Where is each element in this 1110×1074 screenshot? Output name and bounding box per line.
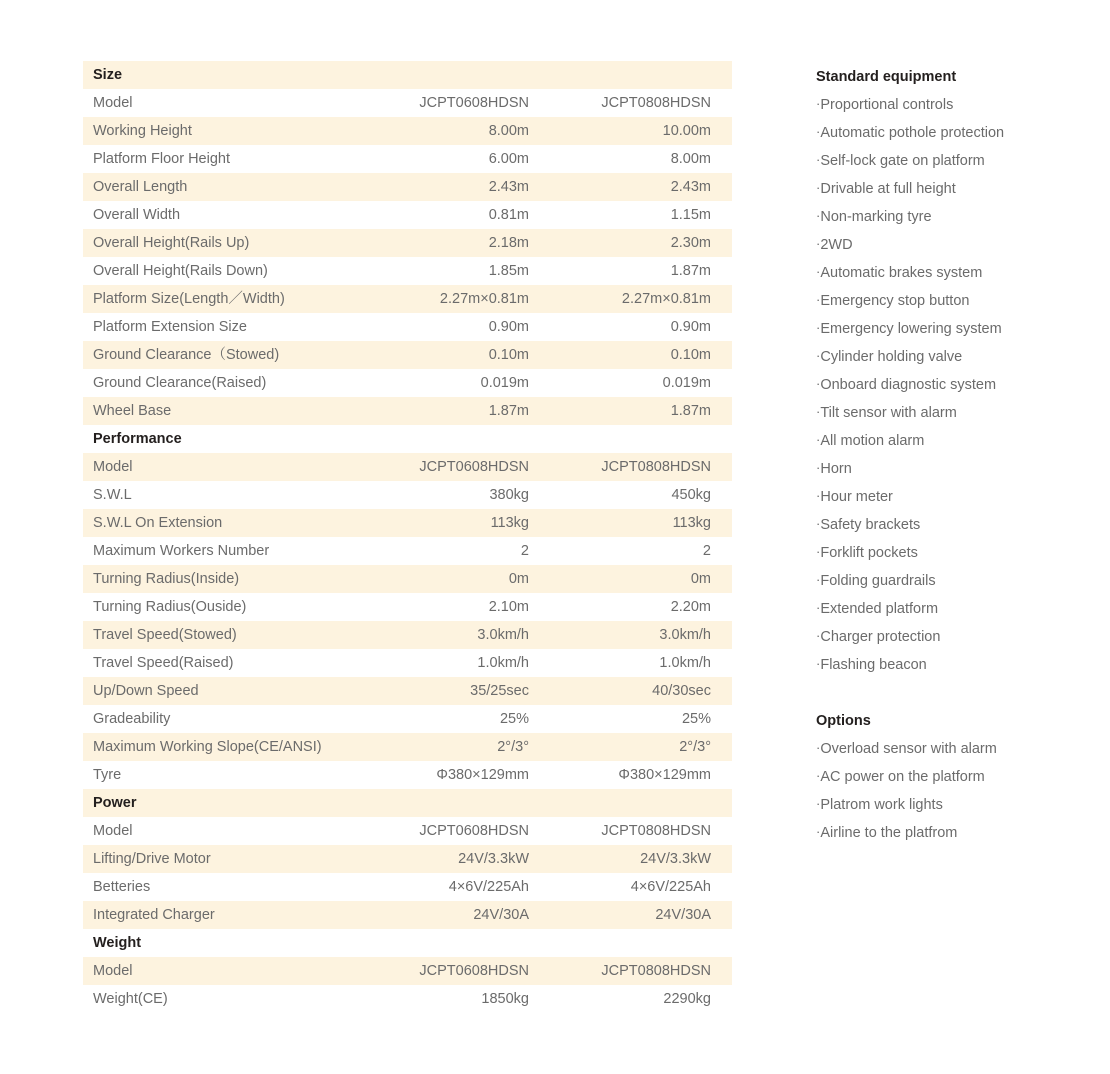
list-item-label: Folding guardrails — [820, 573, 936, 589]
spec-value-model-1: 3.0km/h — [477, 627, 529, 643]
list-item — [816, 91, 1088, 119]
spec-value-model-2: 3.0km/h — [659, 627, 711, 643]
spec-label: Platform Size(Length／Width) — [93, 291, 285, 307]
list-item-label: Self-lock gate on platform — [820, 153, 985, 169]
table-row — [83, 649, 732, 677]
table-row — [83, 593, 732, 621]
spec-label: Working Height — [93, 123, 192, 139]
bullet-dot-icon: · — [816, 488, 821, 503]
table-row — [83, 733, 732, 761]
spec-value-model-2: 1.0km/h — [659, 655, 711, 671]
spec-value-model-2: JCPT0808HDSN — [601, 95, 711, 111]
spec-label: S.W.L — [93, 487, 132, 503]
bullet-dot-icon: · — [816, 180, 821, 195]
spec-value-model-1: 2°/3° — [497, 739, 529, 755]
bullet-dot-icon: · — [816, 516, 821, 531]
spec-value-model-1: 2.18m — [488, 235, 529, 251]
spec-value-model-2: 0m — [690, 571, 711, 587]
list-item-label: Automatic pothole protection — [820, 125, 1005, 141]
list-item — [816, 623, 1088, 651]
spec-value-model-2: 113kg — [672, 515, 711, 531]
specification-table — [83, 61, 732, 1013]
table-row — [83, 817, 732, 845]
list-item — [816, 483, 1088, 511]
spec-label: Model — [93, 95, 133, 111]
section-header-row — [83, 425, 732, 453]
spec-label: Model — [93, 459, 133, 475]
spec-label: Overall Length — [93, 179, 188, 195]
table-row — [83, 901, 732, 929]
list-item — [816, 371, 1088, 399]
spec-label: S.W.L On Extension — [93, 515, 223, 531]
bullet-dot-icon: · — [816, 376, 821, 391]
standard-equipment-list — [816, 91, 1088, 679]
table-row — [83, 229, 732, 257]
bullet-dot-icon: · — [816, 236, 821, 251]
bullet-dot-icon: · — [816, 320, 821, 335]
spec-label: Overall Width — [93, 207, 181, 223]
spec-value-model-1: 6.00m — [488, 151, 529, 167]
spec-value-model-2: 2.27m×0.81m — [621, 291, 711, 307]
spec-label: Maximum Working Slope(CE/ANSI) — [93, 739, 322, 755]
bullet-dot-icon: · — [816, 740, 821, 755]
spec-value-model-1: 2.43m — [488, 179, 529, 195]
list-item — [816, 763, 1088, 791]
spec-value-model-2: 1.87m — [670, 263, 711, 279]
bullet-dot-icon: · — [816, 348, 821, 363]
table-row — [83, 341, 732, 369]
spec-value-model-2: 2 — [702, 543, 711, 559]
spec-value-model-2: 8.00m — [670, 151, 711, 167]
bullet-dot-icon: · — [816, 96, 821, 111]
spec-value-model-1: 2 — [520, 543, 529, 559]
list-item-label: 2WD — [820, 237, 853, 253]
spec-value-model-1: Φ380×129mm — [436, 767, 529, 783]
section-header-row — [83, 789, 732, 817]
spec-label: Travel Speed(Stowed) — [93, 627, 237, 643]
table-row — [83, 537, 732, 565]
list-item — [816, 567, 1088, 595]
spec-value-model-1: 0.10m — [488, 347, 529, 363]
list-item-label: Extended platform — [820, 601, 939, 617]
spec-value-model-1: 0.019m — [480, 375, 529, 391]
spec-label: Weight(CE) — [93, 991, 168, 1007]
list-item-label: Automatic brakes system — [820, 265, 983, 281]
bullet-dot-icon: · — [816, 768, 821, 783]
table-row — [83, 957, 732, 985]
spec-value-model-2: 0.10m — [670, 347, 711, 363]
table-row — [83, 117, 732, 145]
spec-label: Ground Clearance(Raised) — [93, 375, 267, 391]
section-header-row — [83, 929, 732, 957]
standard-equipment-heading: Standard equipment — [816, 69, 957, 85]
section-title: Power — [93, 795, 137, 811]
spec-label: Wheel Base — [93, 403, 172, 419]
bullet-dot-icon: · — [816, 208, 821, 223]
spec-value-model-1: 1.85m — [488, 263, 529, 279]
table-row — [83, 565, 732, 593]
list-item — [816, 119, 1088, 147]
list-item — [816, 315, 1088, 343]
table-row — [83, 481, 732, 509]
spec-value-model-1: 8.00m — [488, 123, 529, 139]
spec-value-model-1: 2.27m×0.81m — [439, 291, 529, 307]
list-item — [816, 259, 1088, 287]
list-item — [816, 651, 1088, 679]
list-item-label: Emergency lowering system — [820, 321, 1002, 337]
spec-value-model-1: 4×6V/225Ah — [448, 879, 529, 895]
bullet-dot-icon: · — [816, 628, 821, 643]
right-information-panel — [816, 63, 1088, 847]
list-item-label: Forklift pockets — [820, 545, 918, 561]
table-row — [83, 677, 732, 705]
spec-value-model-2: 450kg — [671, 487, 711, 503]
list-item-label: Safety brackets — [820, 517, 921, 533]
spec-value-model-1: 380kg — [489, 487, 529, 503]
spec-value-model-1: 1.0km/h — [477, 655, 529, 671]
section-title: Weight — [93, 935, 142, 951]
spec-label: Betteries — [93, 879, 151, 895]
bullet-dot-icon: · — [816, 432, 821, 447]
spec-label: Gradeability — [93, 711, 171, 727]
list-item — [816, 539, 1088, 567]
bullet-dot-icon: · — [816, 824, 821, 839]
options-heading: Options — [816, 713, 871, 729]
list-item-label: All motion alarm — [820, 433, 925, 449]
spec-value-model-2: 2.43m — [670, 179, 711, 195]
spec-label: Up/Down Speed — [93, 683, 199, 699]
spec-value-model-2: Φ380×129mm — [618, 767, 711, 783]
bullet-dot-icon: · — [816, 656, 821, 671]
spec-label: Model — [93, 823, 133, 839]
table-row — [83, 369, 732, 397]
bullet-dot-icon: · — [816, 600, 821, 615]
table-row — [83, 845, 732, 873]
list-item-label: Platrom work lights — [820, 797, 943, 813]
spec-label: Ground Clearance（Stowed) — [93, 347, 280, 363]
spec-value-model-2: 10.00m — [662, 123, 711, 139]
spec-value-model-2: 4×6V/225Ah — [630, 879, 711, 895]
spec-value-model-1: JCPT0608HDSN — [419, 95, 529, 111]
list-item — [816, 455, 1088, 483]
list-item-label: Tilt sensor with alarm — [820, 405, 957, 421]
spec-value-model-2: 25% — [681, 711, 711, 727]
bullet-dot-icon: · — [816, 572, 821, 587]
bullet-dot-icon: · — [816, 264, 821, 279]
list-item — [816, 399, 1088, 427]
table-row — [83, 257, 732, 285]
table-row — [83, 173, 732, 201]
spec-value-model-2: 0.019m — [662, 375, 711, 391]
spec-value-model-1: 113kg — [490, 515, 529, 531]
spec-label: Model — [93, 963, 133, 979]
spec-value-model-2: 1.87m — [670, 403, 711, 419]
spec-label: Turning Radius(Inside) — [93, 571, 240, 587]
bullet-dot-icon: · — [816, 460, 821, 475]
bullet-dot-icon: · — [816, 152, 821, 167]
spec-value-model-2: 2°/3° — [679, 739, 711, 755]
table-row — [83, 705, 732, 733]
spec-value-model-2: JCPT0808HDSN — [601, 459, 711, 475]
spec-value-model-2: 0.90m — [670, 319, 711, 335]
list-item — [816, 819, 1088, 847]
options-list — [816, 735, 1088, 847]
table-row — [83, 285, 732, 313]
list-item — [816, 511, 1088, 539]
list-item-label: Hour meter — [820, 489, 893, 505]
table-row — [83, 313, 732, 341]
list-item-label: Onboard diagnostic system — [820, 377, 997, 393]
spec-value-model-1: JCPT0608HDSN — [419, 963, 529, 979]
spec-value-model-1: 0m — [508, 571, 529, 587]
spec-value-model-2: 24V/30A — [655, 907, 711, 923]
spec-label: Platform Extension Size — [93, 319, 247, 335]
list-item-label: Charger protection — [820, 629, 941, 645]
spec-value-model-1: JCPT0608HDSN — [419, 459, 529, 475]
spec-value-model-2: 24V/3.3kW — [640, 851, 711, 867]
spec-label: Overall Height(Rails Down) — [93, 263, 268, 279]
spec-value-model-2: JCPT0808HDSN — [601, 963, 711, 979]
list-item — [816, 231, 1088, 259]
list-item-label: Airline to the platfrom — [820, 825, 958, 841]
list-item-label: Overload sensor with alarm — [820, 741, 997, 757]
spec-label: Lifting/Drive Motor — [93, 851, 211, 867]
table-row — [83, 509, 732, 537]
panel-spacer — [816, 679, 1088, 707]
list-item — [816, 147, 1088, 175]
table-row — [83, 201, 732, 229]
spec-value-model-1: 0.81m — [488, 207, 529, 223]
spec-label: Overall Height(Rails Up) — [93, 235, 250, 251]
list-item — [816, 595, 1088, 623]
spec-value-model-1: 35/25sec — [470, 683, 529, 699]
spec-label: Integrated Charger — [93, 907, 215, 923]
list-item — [816, 427, 1088, 455]
table-row — [83, 621, 732, 649]
list-item — [816, 287, 1088, 315]
list-item — [816, 175, 1088, 203]
list-item-label: Proportional controls — [820, 97, 954, 113]
spec-value-model-1: 1.87m — [488, 403, 529, 419]
table-row — [83, 89, 732, 117]
list-item — [816, 203, 1088, 231]
spec-value-model-2: 2.20m — [670, 599, 711, 615]
spec-label: Platform Floor Height — [93, 151, 230, 167]
section-header-row — [83, 61, 732, 89]
table-row — [83, 761, 732, 789]
bullet-dot-icon: · — [816, 404, 821, 419]
spec-value-model-1: 24V/30A — [473, 907, 529, 923]
spec-value-model-1: 2.10m — [488, 599, 529, 615]
list-item — [816, 791, 1088, 819]
table-row — [83, 453, 732, 481]
spec-value-model-2: JCPT0808HDSN — [601, 823, 711, 839]
section-title: Size — [93, 67, 123, 83]
spec-value-model-1: JCPT0608HDSN — [419, 823, 529, 839]
list-item-label: Cylinder holding valve — [820, 349, 963, 365]
bullet-dot-icon: · — [816, 796, 821, 811]
list-item — [816, 735, 1088, 763]
list-item-label: Drivable at full height — [820, 181, 956, 197]
list-item-label: Non-marking tyre — [820, 209, 932, 225]
spec-value-model-2: 1.15m — [670, 207, 711, 223]
list-item-label: Horn — [820, 461, 852, 477]
section-title: Performance — [93, 431, 182, 447]
table-row — [83, 985, 732, 1013]
spec-value-model-1: 24V/3.3kW — [458, 851, 529, 867]
table-row — [83, 873, 732, 901]
spec-label: Turning Radius(Ouside) — [93, 599, 247, 615]
spec-value-model-1: 0.90m — [488, 319, 529, 335]
spec-value-model-1: 25% — [499, 711, 529, 727]
table-row — [83, 145, 732, 173]
list-item — [816, 343, 1088, 371]
spec-value-model-2: 2290kg — [663, 991, 711, 1007]
table-row — [83, 397, 732, 425]
bullet-dot-icon: · — [816, 544, 821, 559]
specification-table-body — [83, 61, 732, 1013]
spec-value-model-1: 1850kg — [481, 991, 529, 1007]
bullet-dot-icon: · — [816, 292, 821, 307]
spec-value-model-2: 2.30m — [670, 235, 711, 251]
list-item-label: AC power on the platform — [820, 769, 985, 785]
spec-label: Travel Speed(Raised) — [93, 655, 234, 671]
list-item-label: Flashing beacon — [820, 657, 927, 673]
spec-label: Maximum Workers Number — [93, 543, 270, 559]
bullet-dot-icon: · — [816, 124, 821, 139]
list-item-label: Emergency stop button — [820, 293, 970, 309]
spec-label: Tyre — [93, 767, 122, 783]
spec-value-model-2: 40/30sec — [652, 683, 711, 699]
